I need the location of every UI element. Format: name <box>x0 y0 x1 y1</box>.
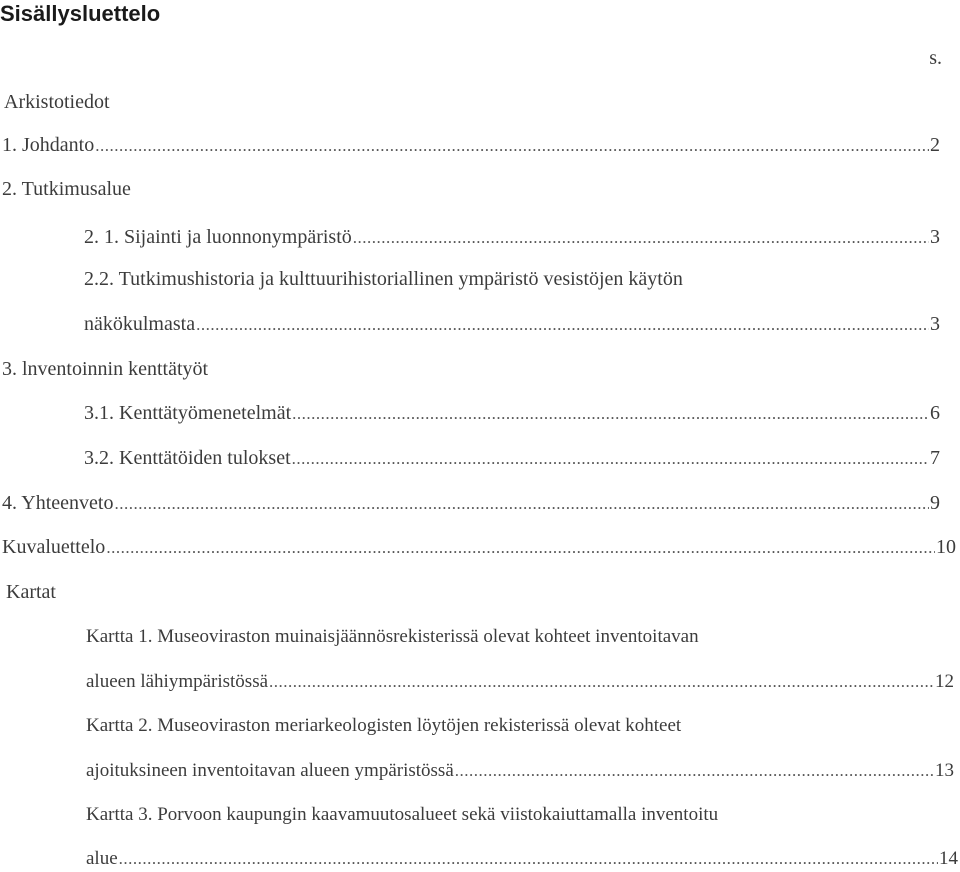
toc-entry-page: 14 <box>939 848 958 869</box>
dot-leader <box>292 402 929 426</box>
toc-entry[interactable] <box>84 446 940 470</box>
toc-entry[interactable] <box>84 312 940 336</box>
toc-entry-text: 3.1. Kenttätyömenetelmät <box>84 402 292 424</box>
toc-entry[interactable] <box>84 225 940 249</box>
dot-leader <box>353 226 929 250</box>
page-column-label: s. <box>929 47 942 69</box>
dot-leader <box>292 447 929 471</box>
toc-entry-text: näkökulmasta <box>84 313 196 335</box>
toc-entry[interactable] <box>2 535 956 559</box>
dot-leader <box>95 134 929 158</box>
toc-entry-page: 9 <box>930 492 940 514</box>
toc-entry[interactable] <box>2 491 940 515</box>
toc-entry-text-line <box>86 625 699 649</box>
toc-entry-text: alue <box>86 848 118 869</box>
toc-entry-text: Arkistotiedot <box>4 91 110 113</box>
dot-leader <box>455 759 934 783</box>
toc-entry-text: Kartta 3. Porvoon kaupungin kaavamuutosalueet sekä viistokaiuttamalla inventoitu <box>86 804 719 825</box>
toc-entry-page: 3 <box>930 226 940 248</box>
toc-entry-text: 4. Yhteenveto <box>2 492 114 514</box>
toc-entry-page: 2 <box>930 134 940 156</box>
toc-entry-text: 2.2. Tutkimushistoria ja kulttuurihistoriallinen ympäristö vesistöjen käytön <box>84 268 683 290</box>
toc-entry-text: Kuvaluettelo <box>2 536 106 558</box>
toc-entry-text: 3.2. Kenttätöiden tulokset <box>84 447 291 469</box>
toc-entry[interactable] <box>86 847 958 871</box>
dot-leader <box>119 847 938 871</box>
toc-entry[interactable] <box>86 670 954 694</box>
toc-entry-page: 12 <box>935 671 954 692</box>
toc-entry-page: 10 <box>936 536 956 558</box>
toc-entry-text: Kartat <box>6 581 56 603</box>
toc-entry-text: 2. 1. Sijainti ja luonnonympäristö <box>84 226 352 248</box>
toc-entry[interactable] <box>2 133 940 157</box>
page-title: Sisällysluettelo <box>0 1 161 26</box>
toc-entry-text-line <box>86 803 718 827</box>
toc-entry-text-line <box>84 267 683 291</box>
toc-entry-text: 1. Johdanto <box>2 134 95 156</box>
toc-heading-fieldwork <box>2 357 208 381</box>
toc-heading-maps <box>6 580 56 604</box>
dot-leader <box>196 313 929 337</box>
toc-entry[interactable] <box>84 401 940 425</box>
toc-entry-text: ajoituksineen inventoitavan alueen ympäristössä <box>86 760 454 781</box>
toc-entry-text: Kartta 2. Museoviraston meriarkeologisten löytöjen rekisterissä olevat kohteet <box>86 715 682 736</box>
toc-entry-text-line <box>86 714 681 738</box>
toc-entry-text: alueen lähiympäristössä <box>86 671 269 692</box>
toc-entry-text: 3. lnventoinnin kenttätyöt <box>2 358 209 380</box>
toc-entry-page: 6 <box>930 402 940 424</box>
toc-heading-study-area <box>2 177 131 201</box>
toc-entry[interactable] <box>86 759 954 783</box>
toc-entry-page: 3 <box>930 313 940 335</box>
dot-leader <box>269 670 934 694</box>
toc-heading-archive <box>4 90 110 114</box>
dot-leader <box>106 536 935 560</box>
toc-entry-page: 13 <box>935 760 954 781</box>
dot-leader <box>114 492 929 516</box>
toc-entry-text: 2. Tutkimusalue <box>2 178 131 200</box>
toc-entry-text: Kartta 1. Museoviraston muinaisjäännösrekisterissä olevat kohteet inventoitavan <box>86 626 699 647</box>
toc-entry-page: 7 <box>930 447 940 469</box>
